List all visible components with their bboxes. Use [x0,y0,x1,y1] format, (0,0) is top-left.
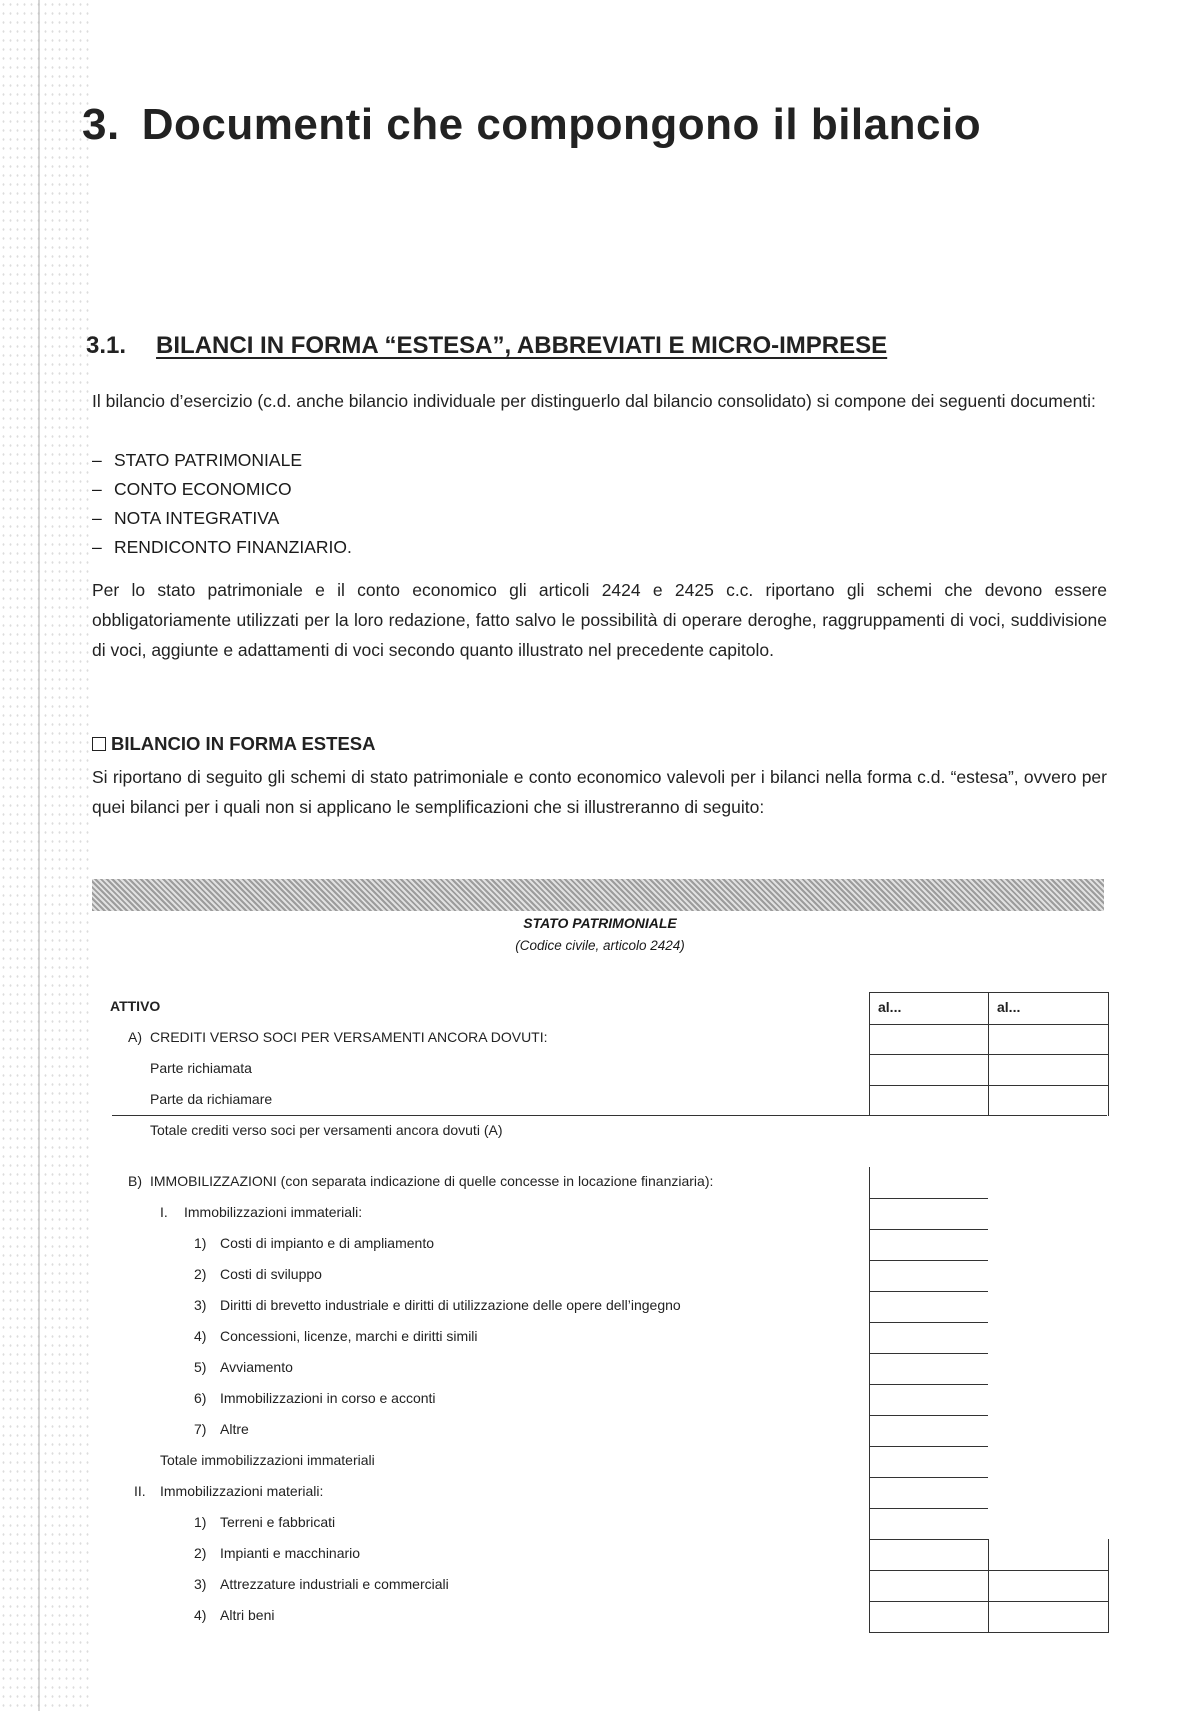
column-header-1: al... [869,992,988,1025]
table-row: 7) Altre [92,1415,1107,1446]
checkbox-square-icon [92,737,106,751]
table-row: 6) Immobilizzazioni in corso e acconti [92,1384,1107,1415]
table-row: Parte richiamata [92,1054,1107,1085]
section-title-text: BILANCI IN FORMA “ESTESA”, ABBREVIATI E MICRO-IMPRESE [156,332,888,359]
chapter-number: 3. [82,100,120,149]
table-row: B) IMMOBILIZZAZIONI (con separata indicazione di quelle concesse in locazione finanziaria): [92,1167,1107,1198]
table-row: 3) Attrezzature industriali e commerciali [92,1570,1107,1601]
chapter-title-text: Documenti che compongono il bilancio [141,100,982,149]
scan-edge-noise [0,0,90,1711]
subheading-text: BILANCIO IN FORMA ESTESA [111,733,376,754]
table-header-row [92,992,1107,1023]
table-row: 2) Impianti e macchinario [92,1539,1107,1570]
intro-text: Il bilancio d’esercizio (c.d. anche bilancio individuale per distinguerlo dal bilancio consolidato) si compone dei seguenti documenti: [92,391,1096,411]
table-row: 2) Costi di sviluppo [92,1260,1107,1291]
table-row: II. Immobilizzazioni materiali: [92,1477,1107,1508]
table-row: I. Immobilizzazioni immateriali: [92,1198,1107,1229]
extended-paragraph [92,762,1107,822]
intro-paragraph [92,386,1107,416]
table-row: 3) Diritti di brevetto industriale e diritti di utilizzazione delle opere dell’ingegno [92,1291,1107,1322]
column-header-2: al... [988,992,1109,1025]
table-row: Totale crediti verso soci per versamenti ancora dovuti (A) [150,1122,503,1138]
list-item: – RENDICONTO FINANZIARIO. [92,537,352,557]
table-row: 1) Costi di impianto e di ampliamento [92,1229,1107,1260]
table-subtitle: (Codice civile, articolo 2424) [515,938,685,953]
table-row: A) CREDITI VERSO SOCI PER VERSAMENTI ANCORA DOVUTI: [92,1023,1107,1054]
subheading [92,733,375,755]
table-row: Totale immobilizzazioni immateriali [92,1446,1107,1477]
extended-text: Si riportano di seguito gli schemi di stato patrimoniale e conto economico valevoli per i bilanci nella forma c.d. “estesa”, ovvero per quei bilanci per i quali non si applicano le semplificazioni che si illustreranno di seguito: [92,767,1107,817]
hatched-band [92,879,1104,911]
schemes-text: Per lo stato patrimoniale e il conto economico gli articoli 2424 e 2425 c.c. riportano gli schemi che devono essere obbligatoriamente utilizzati per la loro redazione, fatto salvo le possibilità di operare deroghe, raggruppamenti di voci, suddivisione di voci, aggiunte e adattamenti di voci secondo quanto illustrato nel precedente capitolo. [92,580,1107,660]
attivo-label: ATTIVO [110,998,161,1014]
scan-edge-line [38,0,40,1711]
table-row: 4) Altri beni [92,1601,1107,1632]
list-item: – STATO PATRIMONIALE [92,450,302,470]
list-item: – NOTA INTEGRATIVA [92,508,280,528]
list-item: – CONTO ECONOMICO [92,479,292,499]
table-row: 1) Terreni e fabbricati [92,1508,1107,1539]
stato-patrimoniale-table [92,992,1107,1632]
table-row: 4) Concessioni, licenze, marchi e diritti simili [92,1322,1107,1353]
chapter-title [82,100,981,150]
table-row: 5) Avviamento [92,1353,1107,1384]
bottom-noise [92,1672,1107,1676]
table-row: Parte da richiamare [92,1085,1107,1116]
section-title [86,332,887,360]
section-number: 3.1. [86,332,127,359]
documents-list [92,446,352,562]
table-title: STATO PATRIMONIALE [523,915,677,931]
schemes-paragraph [92,575,1107,665]
